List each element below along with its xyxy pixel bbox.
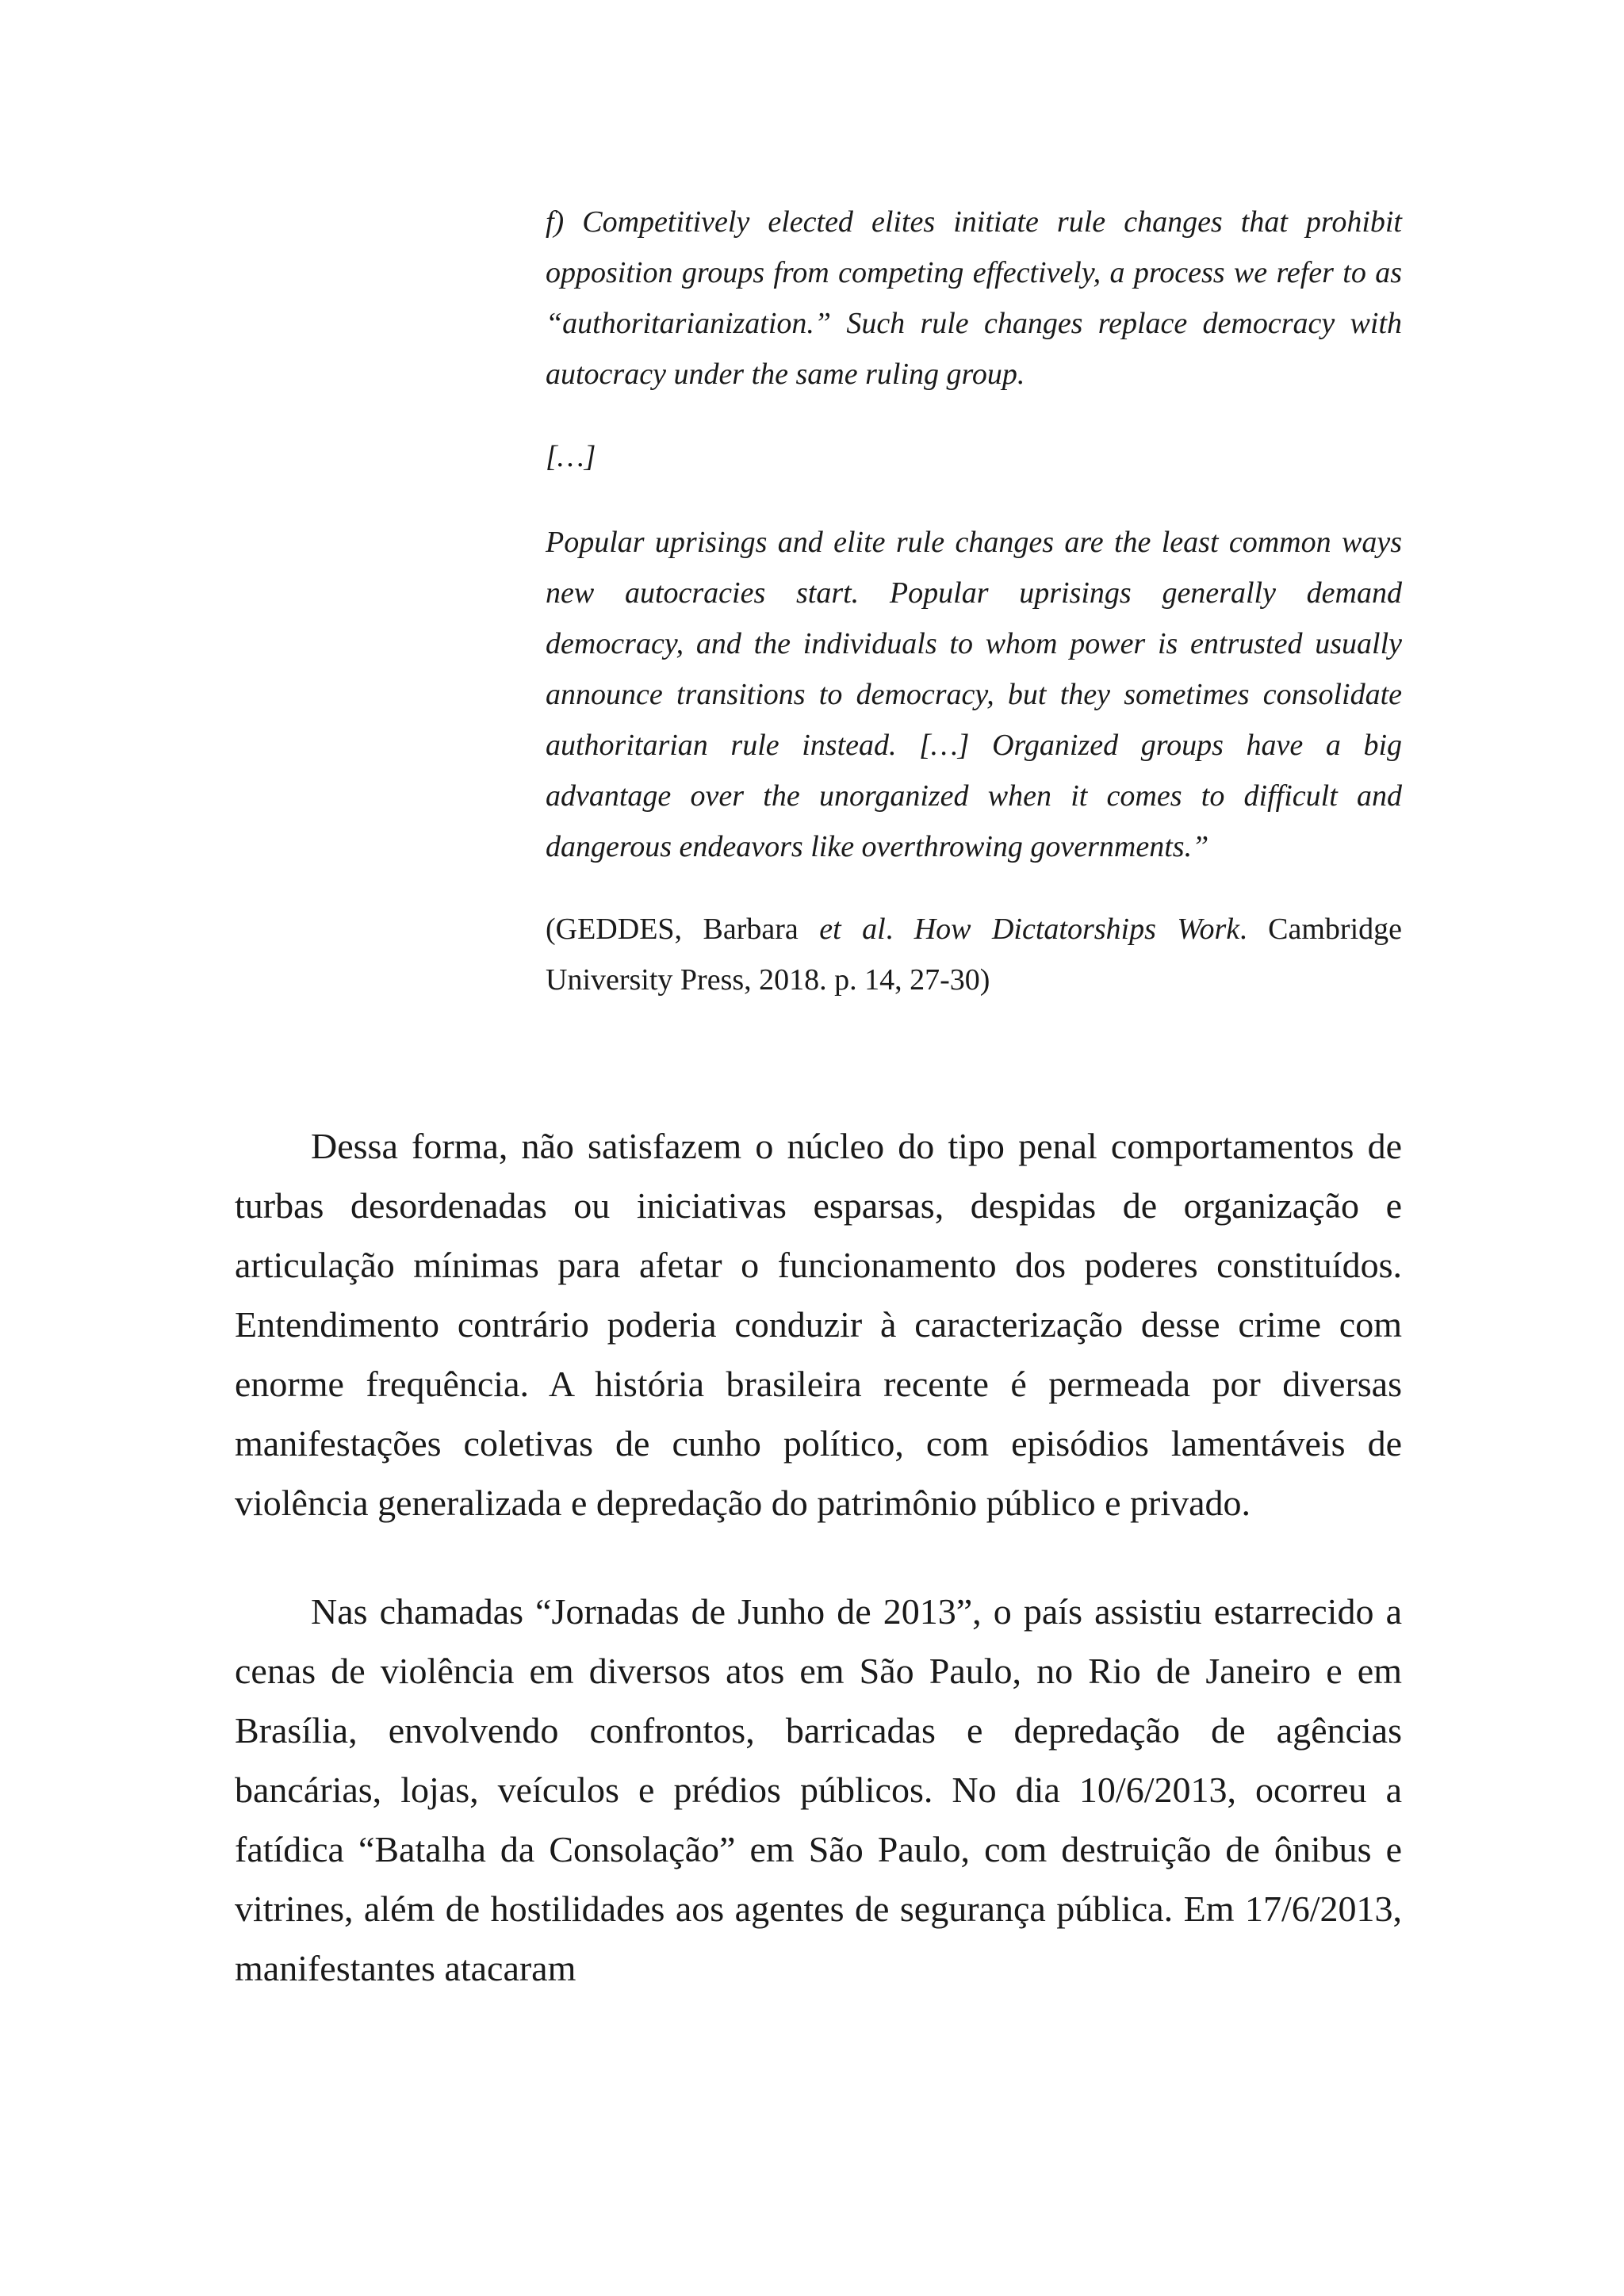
body-paragraph-dessa-forma: Dessa forma, não satisfazem o núcleo do tipo penal comportamentos de turbas desordenadas ou iniciativas esparsas, despidas de organização e articulação mínimas para afetar o funcionamento dos poderes constituídos. Entendimento contrário poderia conduzir à caracterização desse crime com enorme frequência. A história brasileira recente é permeada por diversas manifestações coletivas de cunho político, com episódios lamentáveis de violência generalizada e depredação do patrimônio público e privado. <box>235 1126 1402 1523</box>
block-quote <box>546 197 1402 1005</box>
citation-dot: . <box>885 913 914 946</box>
citation-et-al: et al <box>819 913 886 946</box>
quote-paragraph-f: f) Competitively elected elites initiate rule changes that prohibit opposition groups from competing effectively, a process we refer to as “authoritarianization.” Such rule changes replace democracy with autocracy under the same ruling group. <box>546 205 1402 391</box>
quote-paragraph-popular-uprisings: Popular uprisings and elite rule changes are the least common ways new autocracies start. Popular uprisings generally demand democracy, and the individuals to whom power is entrusted usually announce transitions to democracy, but they sometimes consolidate authoritarian rule instead. […] Organized groups have a big advantage over the unorganized when it comes to difficult and dangerous endeavors like overthrowing governments.” <box>546 526 1402 863</box>
quote-ellipsis: […] <box>546 440 596 473</box>
quote-citation <box>546 904 1402 1005</box>
citation-title: How Dictatorships Work <box>914 913 1240 946</box>
citation-suffix: . Cambridge University Press, 2018. p. 14, 27-30) <box>546 913 1402 997</box>
body-paragraph-jornadas-de-junho: Nas chamadas “Jornadas de Junho de 2013”, o país assistiu estarrecido a cenas de violência em diversos atos em São Paulo, no Rio de Janeiro e em Brasília, envolvendo confrontos, barricadas e depredação de agências bancárias, lojas, veículos e prédios públicos. No dia 10/6/2013, ocorreu a fatídica “Batalha da Consolação” em São Paulo, com destruição de ônibus e vitrines, além de hostilidades aos agentes de segurança pública. Em 17/6/2013, manifestantes atacaram <box>235 1591 1402 1988</box>
citation-prefix: (GEDDES, Barbara <box>546 913 820 946</box>
body-text <box>235 1116 1402 1998</box>
